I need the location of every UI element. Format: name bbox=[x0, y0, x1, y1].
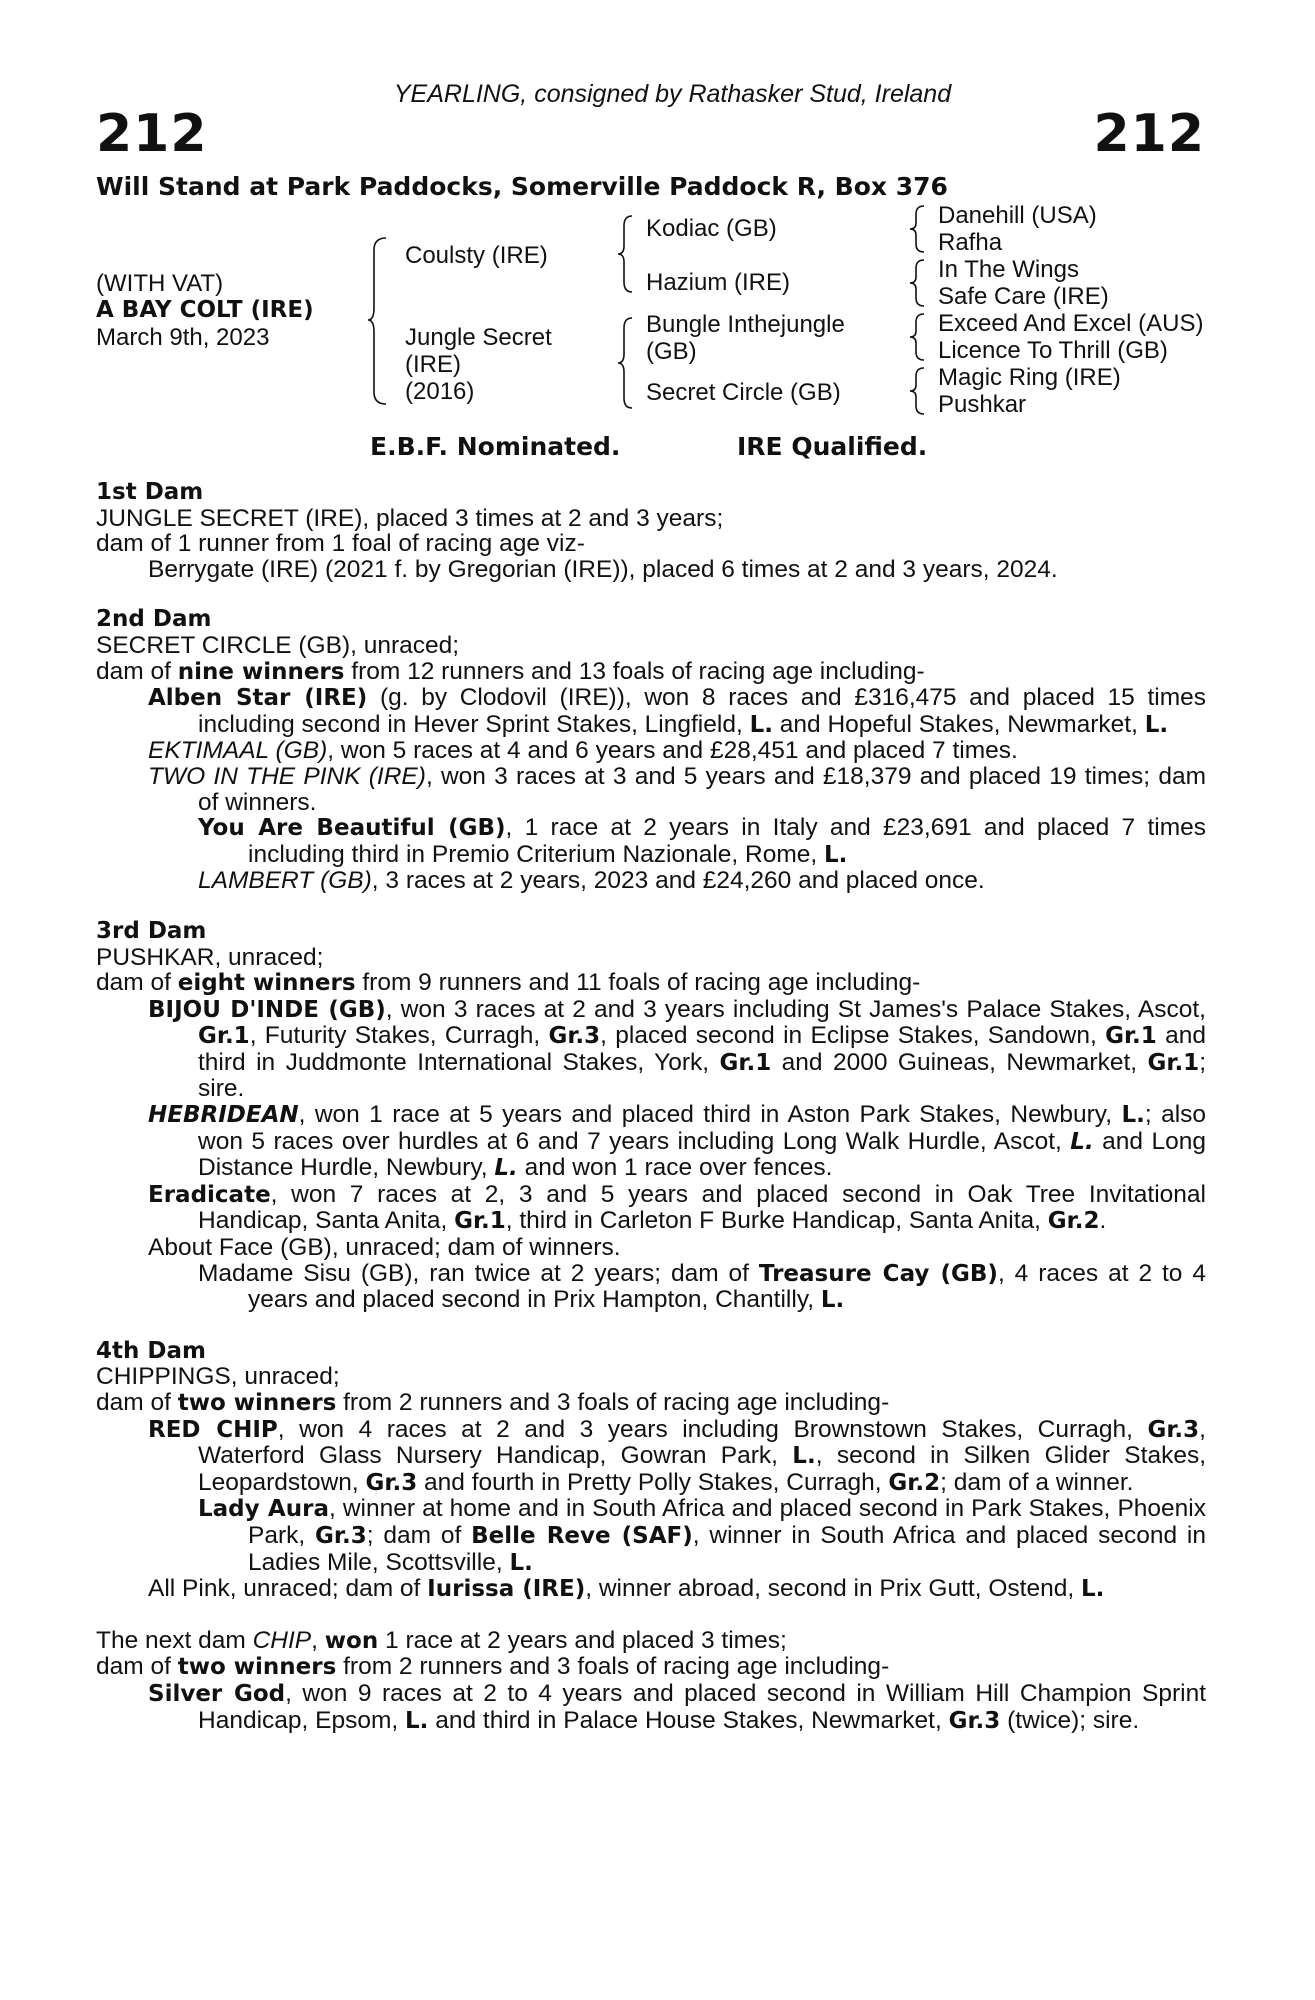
pedigree-brace-g12 bbox=[908, 204, 928, 254]
dam3-heading: 3rd Dam bbox=[96, 917, 207, 944]
dam2-heading: 2nd Dam bbox=[96, 606, 212, 633]
pedigree-brace-g78 bbox=[908, 366, 928, 416]
pedigree-brace-sire bbox=[616, 214, 636, 294]
dam-sire-line2: (GB) bbox=[646, 338, 697, 365]
entry-two-in-the-pink: TWO IN THE PINK (IRE), won 3 races at 3 and 5 years and £18,379 and placed 19 times; dam of winners. bbox=[148, 762, 1206, 816]
lot-number-right: 212 bbox=[1093, 104, 1205, 164]
catalogue-body bbox=[96, 480, 1206, 1734]
entry-alben-star: Alben Star (IRE) (g. by Clodovil (IRE)), won 8 races and £316,475 and placed 15 times including second in Hever Sprint Stakes, Lingfield, L. and Hopeful Stakes, Newmarket, L. bbox=[148, 684, 1207, 738]
entry-lady-aura: Lady Aura, winner at home and in South Africa and placed second in Park Stakes, Phoenix Park, Gr.3; dam of Belle Reve (SAF), winner in South Africa and placed second in Ladies Mile, Scottsville, L. bbox=[198, 1495, 1206, 1576]
consignment-line: YEARLING, consigned by Rathasker Stud, Ireland bbox=[393, 80, 952, 108]
next-dam-line2: dam of two winners from 2 runners and 3 foals of racing age including- bbox=[96, 1653, 890, 1681]
dam1-line1: JUNGLE SECRET (IRE), placed 3 times at 2 and 3 years; bbox=[96, 504, 724, 532]
dam1-heading: 1st Dam bbox=[96, 479, 204, 505]
pedigree-g6: Licence To Thrill (GB) bbox=[938, 337, 1168, 364]
entry-eradicate: Eradicate, won 7 races at 2, 3 and 5 years and placed second in Oak Tree Invitational Handicap, Santa Anita, Gr.1, third in Carleton F Burke Handicap, Santa Anita, Gr.2. bbox=[148, 1180, 1206, 1235]
entry-about-face: About Face (GB), unraced; dam of winners. bbox=[148, 1234, 621, 1262]
dam2-line1: SECRET CIRCLE (GB), unraced; bbox=[96, 631, 460, 659]
horse-name: A BAY COLT (IRE) bbox=[96, 297, 314, 323]
pedigree-g1: Danehill (USA) bbox=[938, 202, 1097, 229]
dam1-line2: dam of 1 runner from 1 foal of racing age viz- bbox=[96, 530, 585, 558]
dam3-line2: dam of eight winners from 9 runners and 11 foals of racing age including- bbox=[96, 969, 921, 997]
entry-ektimaal: EKTIMAAL (GB), won 5 races at 4 and 6 years and £28,451 and placed 7 times. bbox=[148, 737, 1018, 765]
entry-red-chip: RED CHIP, won 4 races at 2 and 3 years including Brownstown Stakes, Curragh, Gr.3, Waterford Glass Nursery Handicap, Gowran Park, L., second in Silken Glider Stakes, Leopardstown, Gr.3 and fourth in Pretty Polly Stakes, Curragh, Gr.2; dam of a winner. bbox=[148, 1415, 1207, 1496]
sire-dam: Hazium (IRE) bbox=[646, 269, 791, 296]
dam4-line2: dam of two winners from 2 runners and 3 foals of racing age including- bbox=[96, 1389, 890, 1416]
pedigree-brace-dam bbox=[616, 316, 636, 410]
pedigree-g8: Pushkar bbox=[938, 391, 1027, 418]
dam-foaled-year: (2016) bbox=[405, 378, 475, 405]
ebf-note: E.B.F. Nominated. bbox=[370, 432, 621, 461]
entry-hebridean: HEBRIDEAN, won 1 race at 5 years and placed third in Aston Park Stakes, Newbury, L.; also won 5 races over hurdles at 6 and 7 years including Long Walk Hurdle, Ascot, L. and Long Distance Hurdle, Newbury, L. and won 1 race over fences. bbox=[148, 1101, 1207, 1182]
pedigree-g7: Magic Ring (IRE) bbox=[938, 364, 1121, 391]
lot-number-left: 212 bbox=[96, 104, 208, 164]
pedigree-g5: Exceed And Excel (AUS) bbox=[938, 310, 1204, 337]
stabling-line: Will Stand at Park Paddocks, Somerville Paddock R, Box 376 bbox=[96, 172, 948, 201]
vat-label: (WITH VAT) bbox=[96, 270, 224, 297]
dam-dam: Secret Circle (GB) bbox=[646, 379, 841, 406]
entry-lambert: LAMBERT (GB), 3 races at 2 years, 2023 and £24,260 and placed once. bbox=[198, 867, 985, 895]
pedigree-g2: Rafha bbox=[938, 229, 1003, 256]
next-dam-line1: The next dam CHIP, won 1 race at 2 years and placed 3 times; bbox=[96, 1626, 787, 1654]
sire-sire: Kodiac (GB) bbox=[646, 215, 777, 242]
foaling-date: March 9th, 2023 bbox=[96, 324, 270, 351]
dam2-line2: dam of nine winners from 12 runners and 13 foals of racing age including- bbox=[96, 657, 925, 685]
pedigree-brace-g56 bbox=[908, 312, 928, 362]
entry-you-are-beautiful: You Are Beautiful (GB), 1 race at 2 years in Italy and £23,691 and placed 7 times including third in Premio Criterium Nazionale, Rome, L. bbox=[198, 814, 1206, 868]
pedigree-g3: In The Wings bbox=[938, 256, 1079, 283]
entry-madame-sisu: Madame Sisu (GB), ran twice at 2 years; dam of Treasure Cay (GB), 4 races at 2 to 4 years and placed second in Prix Hampton, Chantilly, L. bbox=[198, 1259, 1206, 1314]
entry-bijou-dinde: BIJOU D'INDE (GB), won 3 races at 2 and 3 years including St James's Palace Stakes, Ascot, Gr.1, Futurity Stakes, Curragh, Gr.3, placed second in Eclipse Stakes, Sandown, Gr.1 and third in Juddmonte International Stakes, York, Gr.1 and 2000 Guineas, Newmarket, Gr.1; sire. bbox=[148, 995, 1206, 1103]
ire-note: IRE Qualified. bbox=[737, 432, 928, 461]
pedigree-brace-g34 bbox=[908, 258, 928, 308]
dam-sire-line1: Bungle Inthejungle bbox=[646, 311, 845, 338]
entry-all-pink: All Pink, unraced; dam of Iurissa (IRE), winner abroad, second in Prix Gutt, Ostend, L. bbox=[148, 1575, 1105, 1603]
sire-name: Coulsty (IRE) bbox=[405, 242, 548, 269]
dam1-progeny: Berrygate (IRE) (2021 f. by Gregorian (IRE)), placed 6 times at 2 and 3 years, 2024. bbox=[148, 555, 1058, 583]
dam-name-line2: (IRE) bbox=[405, 351, 461, 378]
dam-name-line1: Jungle Secret bbox=[405, 324, 552, 351]
dam4-heading: 4th Dam bbox=[96, 1337, 206, 1364]
dam3-line1: PUSHKAR, unraced; bbox=[96, 943, 324, 971]
entry-silver-god: Silver God, won 9 races at 2 to 4 years and placed second in William Hill Champion Sprint Handicap, Epsom, L. and third in Palace House Stakes, Newmarket, Gr.3 (twice); sire. bbox=[148, 1679, 1207, 1734]
pedigree-g4: Safe Care (IRE) bbox=[938, 283, 1109, 310]
pedigree-brace-main bbox=[366, 236, 390, 406]
dam4-line1: CHIPPINGS, unraced; bbox=[96, 1363, 340, 1391]
